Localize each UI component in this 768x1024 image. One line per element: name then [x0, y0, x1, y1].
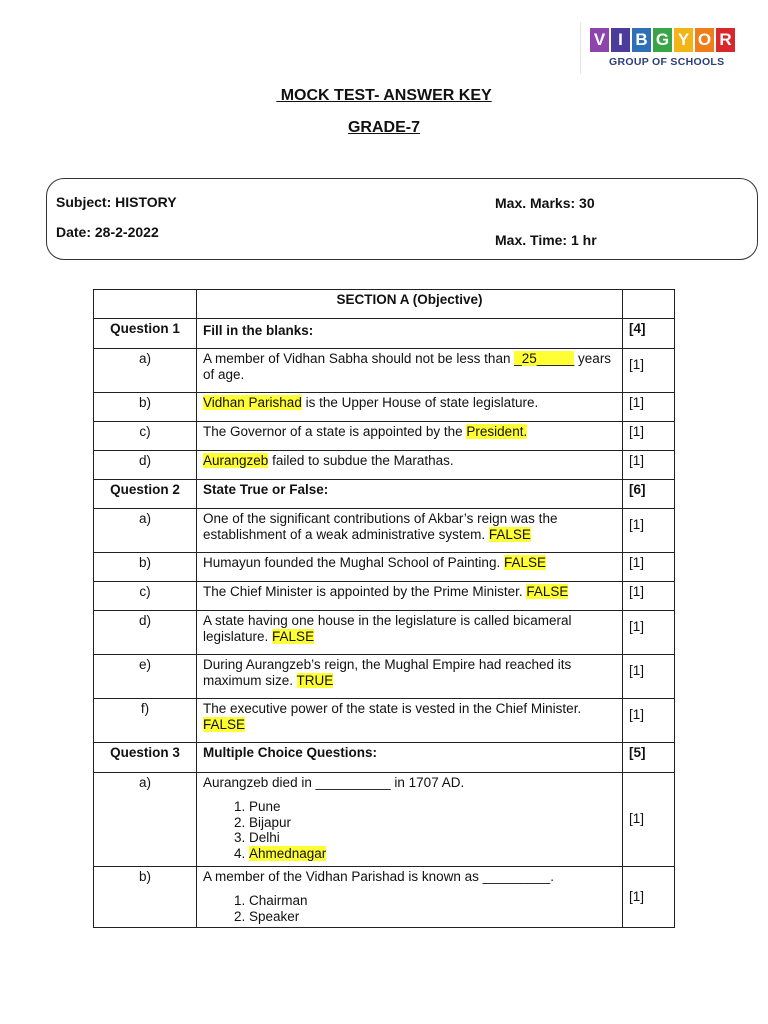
question-label: Question 2 — [94, 480, 197, 509]
item-text: Humayun founded the Mughal School of Painting. FALSE — [197, 553, 623, 582]
item-marks: [1] — [623, 773, 675, 867]
logo-letter: G — [653, 28, 672, 52]
table-row — [94, 422, 675, 451]
date-label: Date: 28-2-2022 — [56, 224, 159, 240]
item-label: d) — [94, 611, 197, 655]
logo-letter: O — [695, 28, 714, 52]
item-label: d) — [94, 451, 197, 480]
question-marks: [5] — [623, 743, 675, 773]
item-label: a) — [94, 349, 197, 393]
item-label: c) — [94, 422, 197, 451]
table-row — [94, 743, 675, 773]
item-text: One of the significant contributions of Akbar’s reign was the establishment of a weak administrative system. FALSE — [197, 509, 623, 553]
option-item: 3. Delhi — [249, 830, 616, 846]
item-marks: [1] — [623, 349, 675, 393]
table-row — [94, 655, 675, 699]
item-label: b) — [94, 867, 197, 928]
answer-highlight: _25_____ — [514, 351, 575, 366]
answer-highlight: FALSE — [488, 527, 531, 542]
table-row — [94, 451, 675, 480]
logo-letter: R — [716, 28, 735, 52]
question-heading: Multiple Choice Questions: — [197, 743, 623, 773]
options-list — [203, 893, 616, 924]
option-item: 1. Chairman — [249, 893, 616, 909]
answer-highlight: FALSE — [203, 717, 246, 732]
question-marks: [4] — [623, 319, 675, 349]
exam-info-box — [46, 178, 758, 260]
item-marks: [1] — [623, 509, 675, 553]
table-row — [94, 480, 675, 509]
item-text: Aurangzeb died in __________ in 1707 AD. 1. Pune 2. Bijapur 3. Delhi 4. Ahmednagar — [197, 773, 623, 867]
item-label: b) — [94, 393, 197, 422]
answer-key-table — [93, 289, 675, 928]
answer-highlight: President. — [466, 424, 528, 439]
subject-label: Subject: HISTORY — [56, 194, 177, 210]
logo-subtitle: GROUP OF SCHOOLS — [609, 56, 725, 68]
section-title: SECTION A (Objective) — [197, 290, 623, 319]
grade-title: GRADE-7 — [347, 119, 420, 136]
item-text: Aurangzeb failed to subdue the Marathas. — [197, 451, 623, 480]
answer-highlight: TRUE — [296, 673, 334, 688]
school-logo — [580, 22, 759, 74]
options-list — [203, 799, 616, 861]
logo-letter: B — [632, 28, 651, 52]
item-text: The executive power of the state is vested in the Chief Minister. FALSE — [197, 699, 623, 743]
item-label: e) — [94, 655, 197, 699]
option-item: 2. Speaker — [249, 909, 616, 925]
item-text: A state having one house in the legislature is called bicameral legislature. FALSE — [197, 611, 623, 655]
item-marks: [1] — [623, 422, 675, 451]
table-row — [94, 509, 675, 553]
item-label: c) — [94, 582, 197, 611]
max-marks-label: Max. Marks: 30 — [495, 195, 595, 211]
page-title: MOCK TEST- ANSWER KEY — [276, 87, 492, 104]
table-row — [94, 611, 675, 655]
logo-letter: I — [611, 28, 630, 52]
logo-letter: Y — [674, 28, 693, 52]
max-time-label: Max. Time: 1 hr — [495, 232, 597, 248]
answer-highlight: FALSE — [526, 584, 569, 599]
item-marks: [1] — [623, 582, 675, 611]
answer-highlight: Vidhan Parishad — [203, 395, 302, 410]
table-row — [94, 553, 675, 582]
item-label: b) — [94, 553, 197, 582]
item-marks: [1] — [623, 611, 675, 655]
answer-highlight: Aurangzeb — [203, 453, 269, 468]
item-text: A member of the Vidhan Parishad is known as _________. 1. Chairman 2. Speaker — [197, 867, 623, 928]
item-marks: [1] — [623, 699, 675, 743]
item-label: f) — [94, 699, 197, 743]
option-item: 1. Pune — [249, 799, 616, 815]
item-label: a) — [94, 509, 197, 553]
item-text: Vidhan Parishad is the Upper House of state legislature. — [197, 393, 623, 422]
item-label: a) — [94, 773, 197, 867]
table-row — [94, 867, 675, 928]
item-text: A member of Vidhan Sabha should not be less than _25_____ years of age. — [197, 349, 623, 393]
table-row — [94, 349, 675, 393]
item-marks: [1] — [623, 451, 675, 480]
answer-highlight: FALSE — [272, 629, 315, 644]
answer-highlight: FALSE — [503, 555, 546, 570]
item-marks: [1] — [623, 867, 675, 928]
table-row — [94, 699, 675, 743]
logo-letters — [590, 28, 735, 52]
table-row — [94, 290, 675, 319]
table-row — [94, 319, 675, 349]
logo-letter: V — [590, 28, 609, 52]
item-text: The Chief Minister is appointed by the Prime Minister. FALSE — [197, 582, 623, 611]
question-label: Question 3 — [94, 743, 197, 773]
item-text: The Governor of a state is appointed by the President. — [197, 422, 623, 451]
table-row — [94, 393, 675, 422]
item-marks: [1] — [623, 655, 675, 699]
table-row — [94, 773, 675, 867]
option-item — [249, 846, 616, 862]
table-row — [94, 582, 675, 611]
option-item: 2. Bijapur — [249, 815, 616, 831]
question-label: Question 1 — [94, 319, 197, 349]
item-marks: [1] — [623, 553, 675, 582]
question-heading: State True or False: — [197, 480, 623, 509]
question-heading: Fill in the blanks: — [197, 319, 623, 349]
answer-highlight: Ahmednagar — [249, 845, 327, 861]
question-marks: [6] — [623, 480, 675, 509]
item-marks: [1] — [623, 393, 675, 422]
item-text: During Aurangzeb’s reign, the Mughal Empire had reached its maximum size. TRUE — [197, 655, 623, 699]
